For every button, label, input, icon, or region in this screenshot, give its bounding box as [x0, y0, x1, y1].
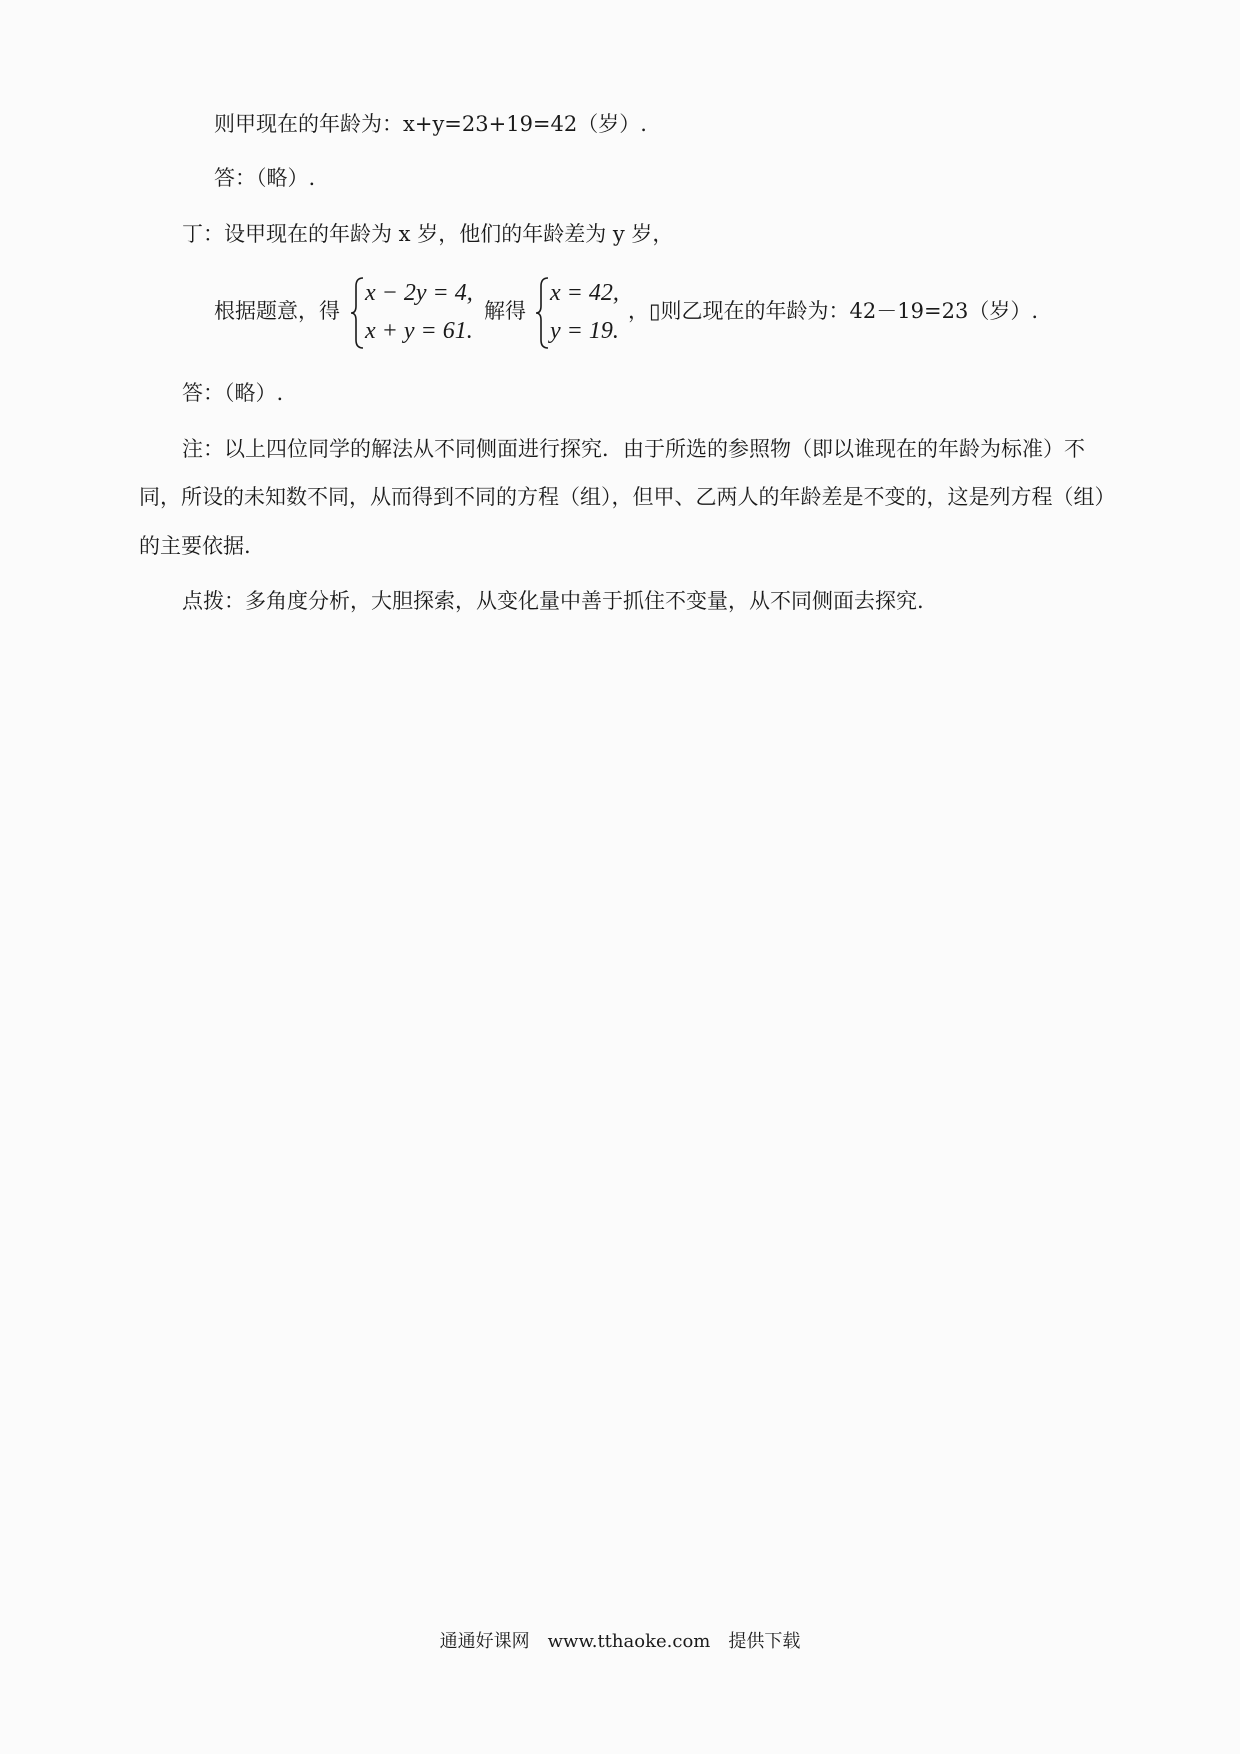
note-paragraph-line-3: 的主要依据.: [139, 534, 251, 558]
page-footer: 通通好课网 www.tthaoke.com 提供下载: [439, 1631, 801, 1652]
left-brace-icon: [350, 276, 366, 350]
note-paragraph-line-2: 同，所设的未知数不同，从而得到不同的方程（组），但甲、乙两人的年龄差是不变的，这是列方程（组）: [139, 485, 1116, 509]
equation-system-1: [350, 276, 473, 350]
left-brace-icon: [535, 276, 551, 350]
note-paragraph-line-1: 注：以上四位同学的解法从不同侧面进行探究．由于所选的参照物（即以谁现在的年龄为标准）不: [182, 437, 1085, 461]
answer-line-omitted: 答：（略）.: [214, 166, 316, 190]
answer-line-yi-age: ，▯则乙现在的年龄为：42－19=23（岁）.: [628, 299, 1038, 323]
solution-ding-setup: 丁：设甲现在的年龄为 x 岁，他们的年龄差为 y 岁，: [182, 222, 674, 246]
system-2-row-2: y = 19.: [550, 318, 619, 344]
tip-paragraph: 点拨：多角度分析，大胆探索，从变化量中善于抓住不变量，从不同侧面去探究.: [182, 589, 924, 613]
answer-line-age-sum: 则甲现在的年龄为：x+y=23+19=42（岁）.: [214, 112, 647, 136]
equation-system-2: [535, 276, 635, 350]
equation-solve-text: 解得: [484, 299, 526, 323]
answer-line-omitted-2: 答：（略）.: [182, 381, 284, 405]
equation-intro-text: 根据题意，得: [214, 299, 340, 323]
system-2-row-1: x = 42,: [550, 280, 619, 306]
system-1-row-2: x + y = 61.: [365, 318, 473, 344]
system-1-row-1: x − 2y = 4,: [365, 280, 473, 306]
